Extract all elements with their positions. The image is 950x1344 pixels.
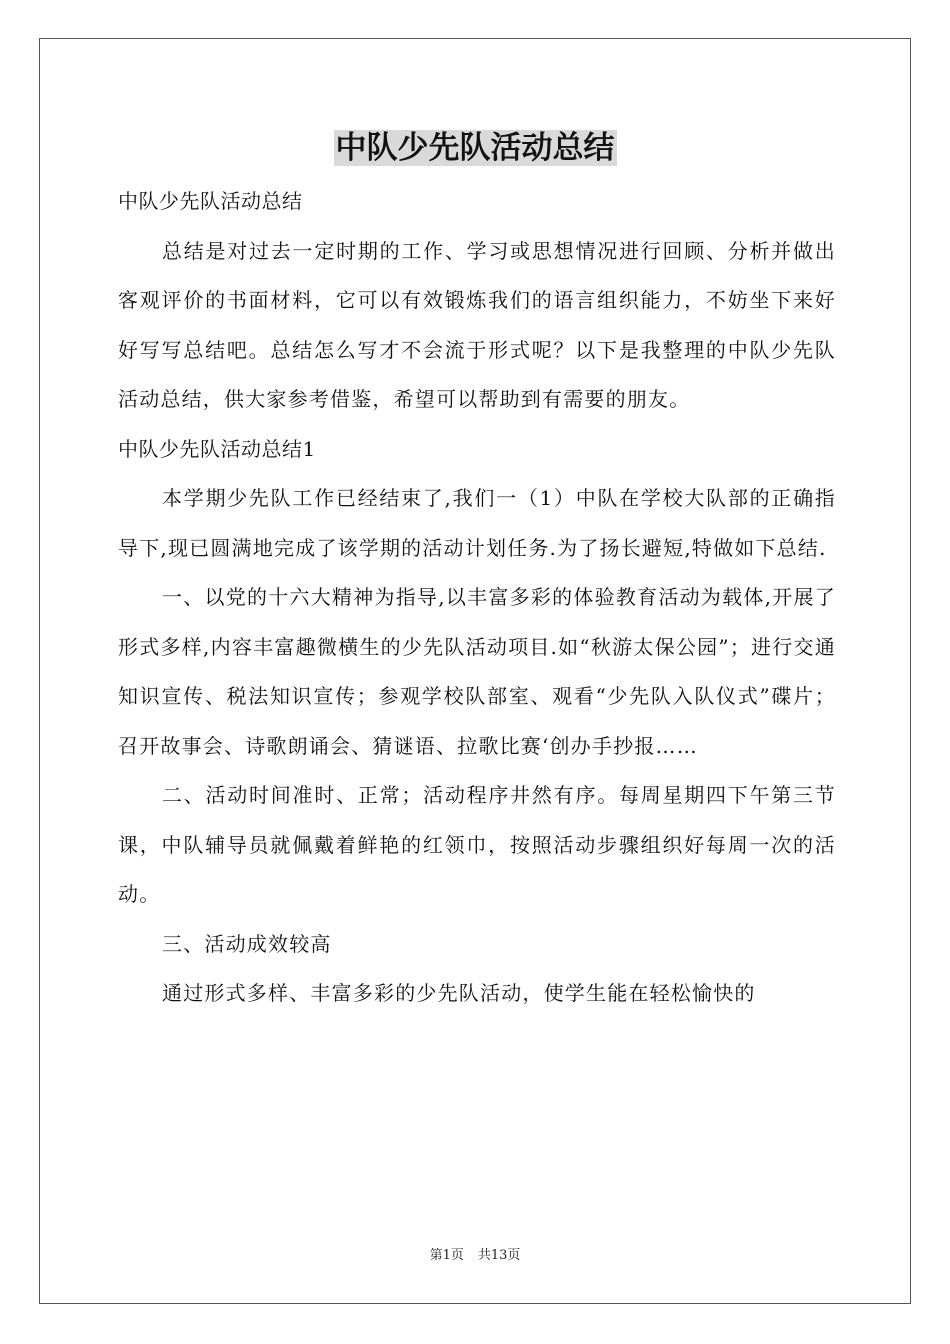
document-body [118, 177, 836, 1019]
paragraph: 中队少先队活动总结1 [118, 436, 316, 461]
paragraph: 中队少先队活动总结 [118, 189, 303, 213]
paragraph: 本学期少先队工作已经结束了,我们一（1）中队在学校大队部的正确指导下,现已圆满地完成了该学期的活动计划任务.为了扬长避短,特做如下总结. [118, 486, 836, 560]
page-number: 第1页 [429, 1248, 464, 1263]
document-title [0, 126, 950, 170]
paragraph: 三、活动成效较高 [162, 931, 332, 956]
paragraph: 通过形式多样、丰富多彩的少先队活动，使学生能在轻松愉快的 [162, 981, 756, 1005]
paragraph: 一、以党的十六大精神为指导,以丰富多彩的体验教育活动为载体,开展了形式多样,内容丰富趣微横生的少先队活动项目.如“秋游太保公园”；进行交通知识宣传、税法知识宣传；参观学校队部室、观看“少先队入队仪式”碟片；召开故事会、诗歌朗诵会、猜谜语、拉歌比赛‘创办手抄报…… [118, 585, 836, 758]
paragraph: 总结是对过去一定时期的工作、学习或思想情况进行回顾、分析并做出客观评价的书面材料，它可以有效锻炼我们的语言组织能力，不妨坐下来好好写写总结吧。总结怎么写才不会流于形式呢？以下是我整理的中队少先队活动总结，供大家参考借鉴，希望可以帮助到有需要的朋友。 [118, 238, 836, 411]
page-total: 共13页 [477, 1248, 521, 1263]
page-footer [0, 1247, 950, 1265]
paragraph: 二、活动时间准时、正常；活动程序井然有序。每周星期四下午第三节课，中队辅导员就佩戴着鲜艳的红领巾，按照活动步骤组织好每周一次的活动。 [118, 783, 836, 906]
document-title-text: 中队少先队活动总结 [335, 130, 615, 166]
